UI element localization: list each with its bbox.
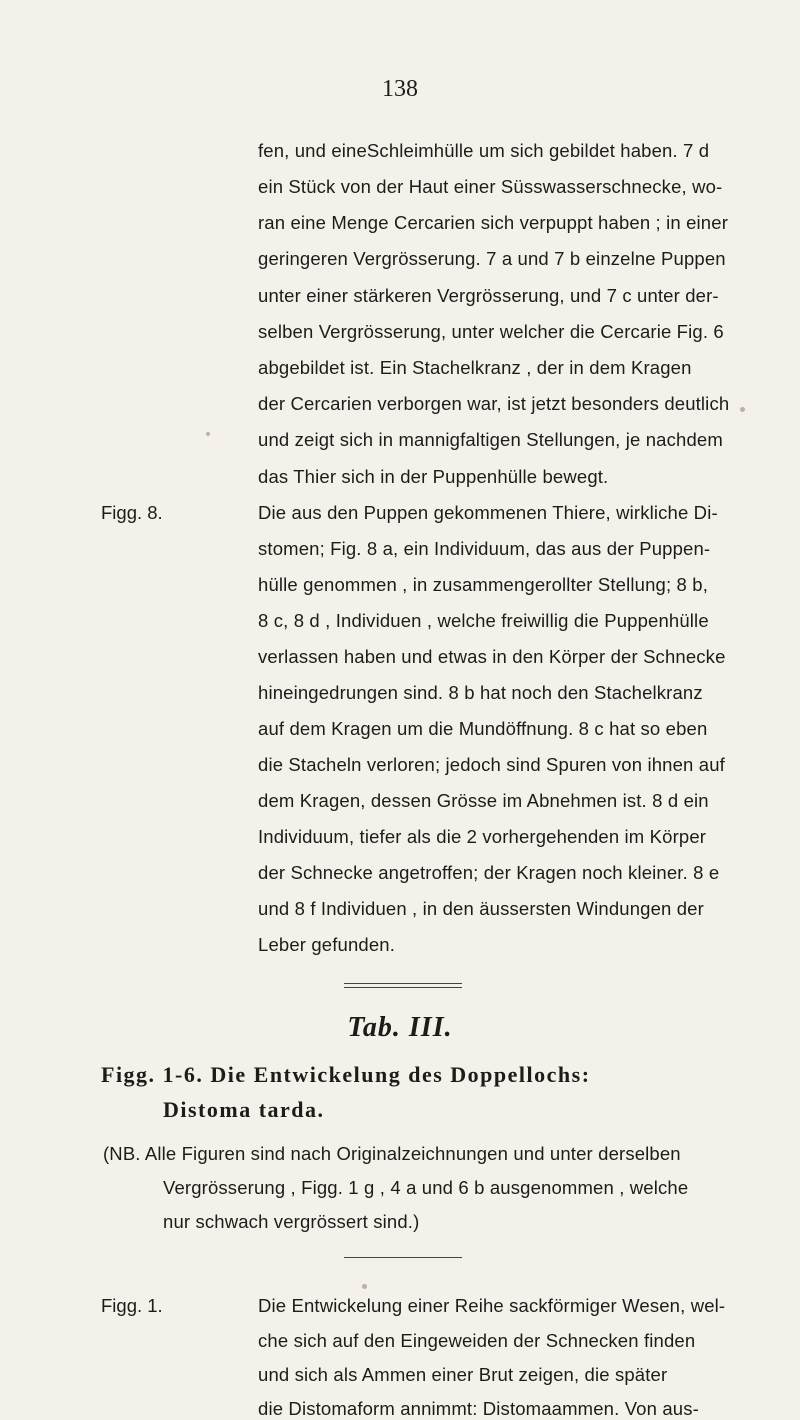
text-line: Leber gefunden. [258,934,396,955]
text-line: 8 c, 8 d , Individuen , welche freiwillig die Puppenhülle [258,610,709,631]
text-line: Die aus den Puppen gekommenen Thiere, wirkliche Di- [258,502,718,523]
note-line: nur schwach vergrössert sind.) [163,1211,420,1232]
text-line: auf dem Kragen um die Mundöffnung. 8 c hat so eben [258,718,708,739]
text-line: die Distomaform annimmt: Distomaammen. Von aus- [258,1398,699,1419]
paper-speck [362,1284,367,1289]
text-line: unter einer stärkeren Vergrösserung, und 7 c unter der- [258,285,719,306]
text-line: und 8 f Individuen , in den äussersten Windungen der [258,898,704,919]
text-line: ein Stück von der Haut einer Süsswasserschnecke, wo- [258,176,723,197]
figure-margin-label: Figg. 8. [101,502,163,523]
figure-margin-label: Figg. 1. [101,1295,163,1316]
text-line: Individuum, tiefer als die 2 vorhergehenden im Körper [258,826,707,847]
plate-title: Tab. III. [347,1012,453,1043]
text-line: die Stacheln verloren; jedoch sind Spuren von ihnen auf [258,754,725,775]
text-line: selben Vergrösserung, unter welcher die Cercarie Fig. 6 [258,321,724,342]
section-heading: Figg. 1-6. Die Entwickelung des Doppellochs: [101,1062,591,1087]
text-line: und sich als Ammen einer Brut zeigen, die später [258,1364,668,1385]
text-line: dem Kragen, dessen Grösse im Abnehmen ist. 8 d ein [258,790,709,811]
divider-rule [344,1257,462,1258]
note-line: (NB. Alle Figuren sind nach Originalzeichnungen und unter derselben [103,1143,681,1164]
text-line: Die Entwickelung einer Reihe sackförmiger Wesen, wel- [258,1295,726,1316]
text-line: der Schnecke angetroffen; der Kragen noch kleiner. 8 e [258,862,720,883]
divider-rule [344,983,462,984]
paper-speck [206,432,210,436]
text-line: fen, und eineSchleimhülle um sich gebildet haben. 7 d [258,140,710,161]
text-line: che sich auf den Eingeweiden der Schnecken finden [258,1330,696,1351]
text-line: ran eine Menge Cercarien sich verpuppt haben ; in einer [258,212,728,233]
text-line: der Cercarien verborgen war, ist jetzt besonders deutlich [258,393,730,414]
text-line: abgebildet ist. Ein Stachelkranz , der in dem Kragen [258,357,692,378]
text-line: hineingedrungen sind. 8 b hat noch den Stachelkranz [258,682,703,703]
note-line: Vergrösserung , Figg. 1 g , 4 a und 6 b ausgenommen , welche [163,1177,689,1198]
text-line: verlassen haben und etwas in den Körper der Schnecke [258,646,726,667]
page-number: 138 [382,76,418,102]
divider-rule [344,987,462,988]
paper-speck [740,407,745,412]
text-line: das Thier sich in der Puppenhülle bewegt. [258,466,609,487]
text-line: geringeren Vergrösserung. 7 a und 7 b einzelne Puppen [258,248,726,269]
text-line: hülle genommen , in zusammengerollter Stellung; 8 b, [258,574,708,595]
text-line: und zeigt sich in mannigfaltigen Stellungen, je nachdem [258,429,723,450]
section-heading-species: Distoma tarda. [163,1097,325,1122]
text-line: stomen; Fig. 8 a, ein Individuum, das aus der Puppen- [258,538,711,559]
